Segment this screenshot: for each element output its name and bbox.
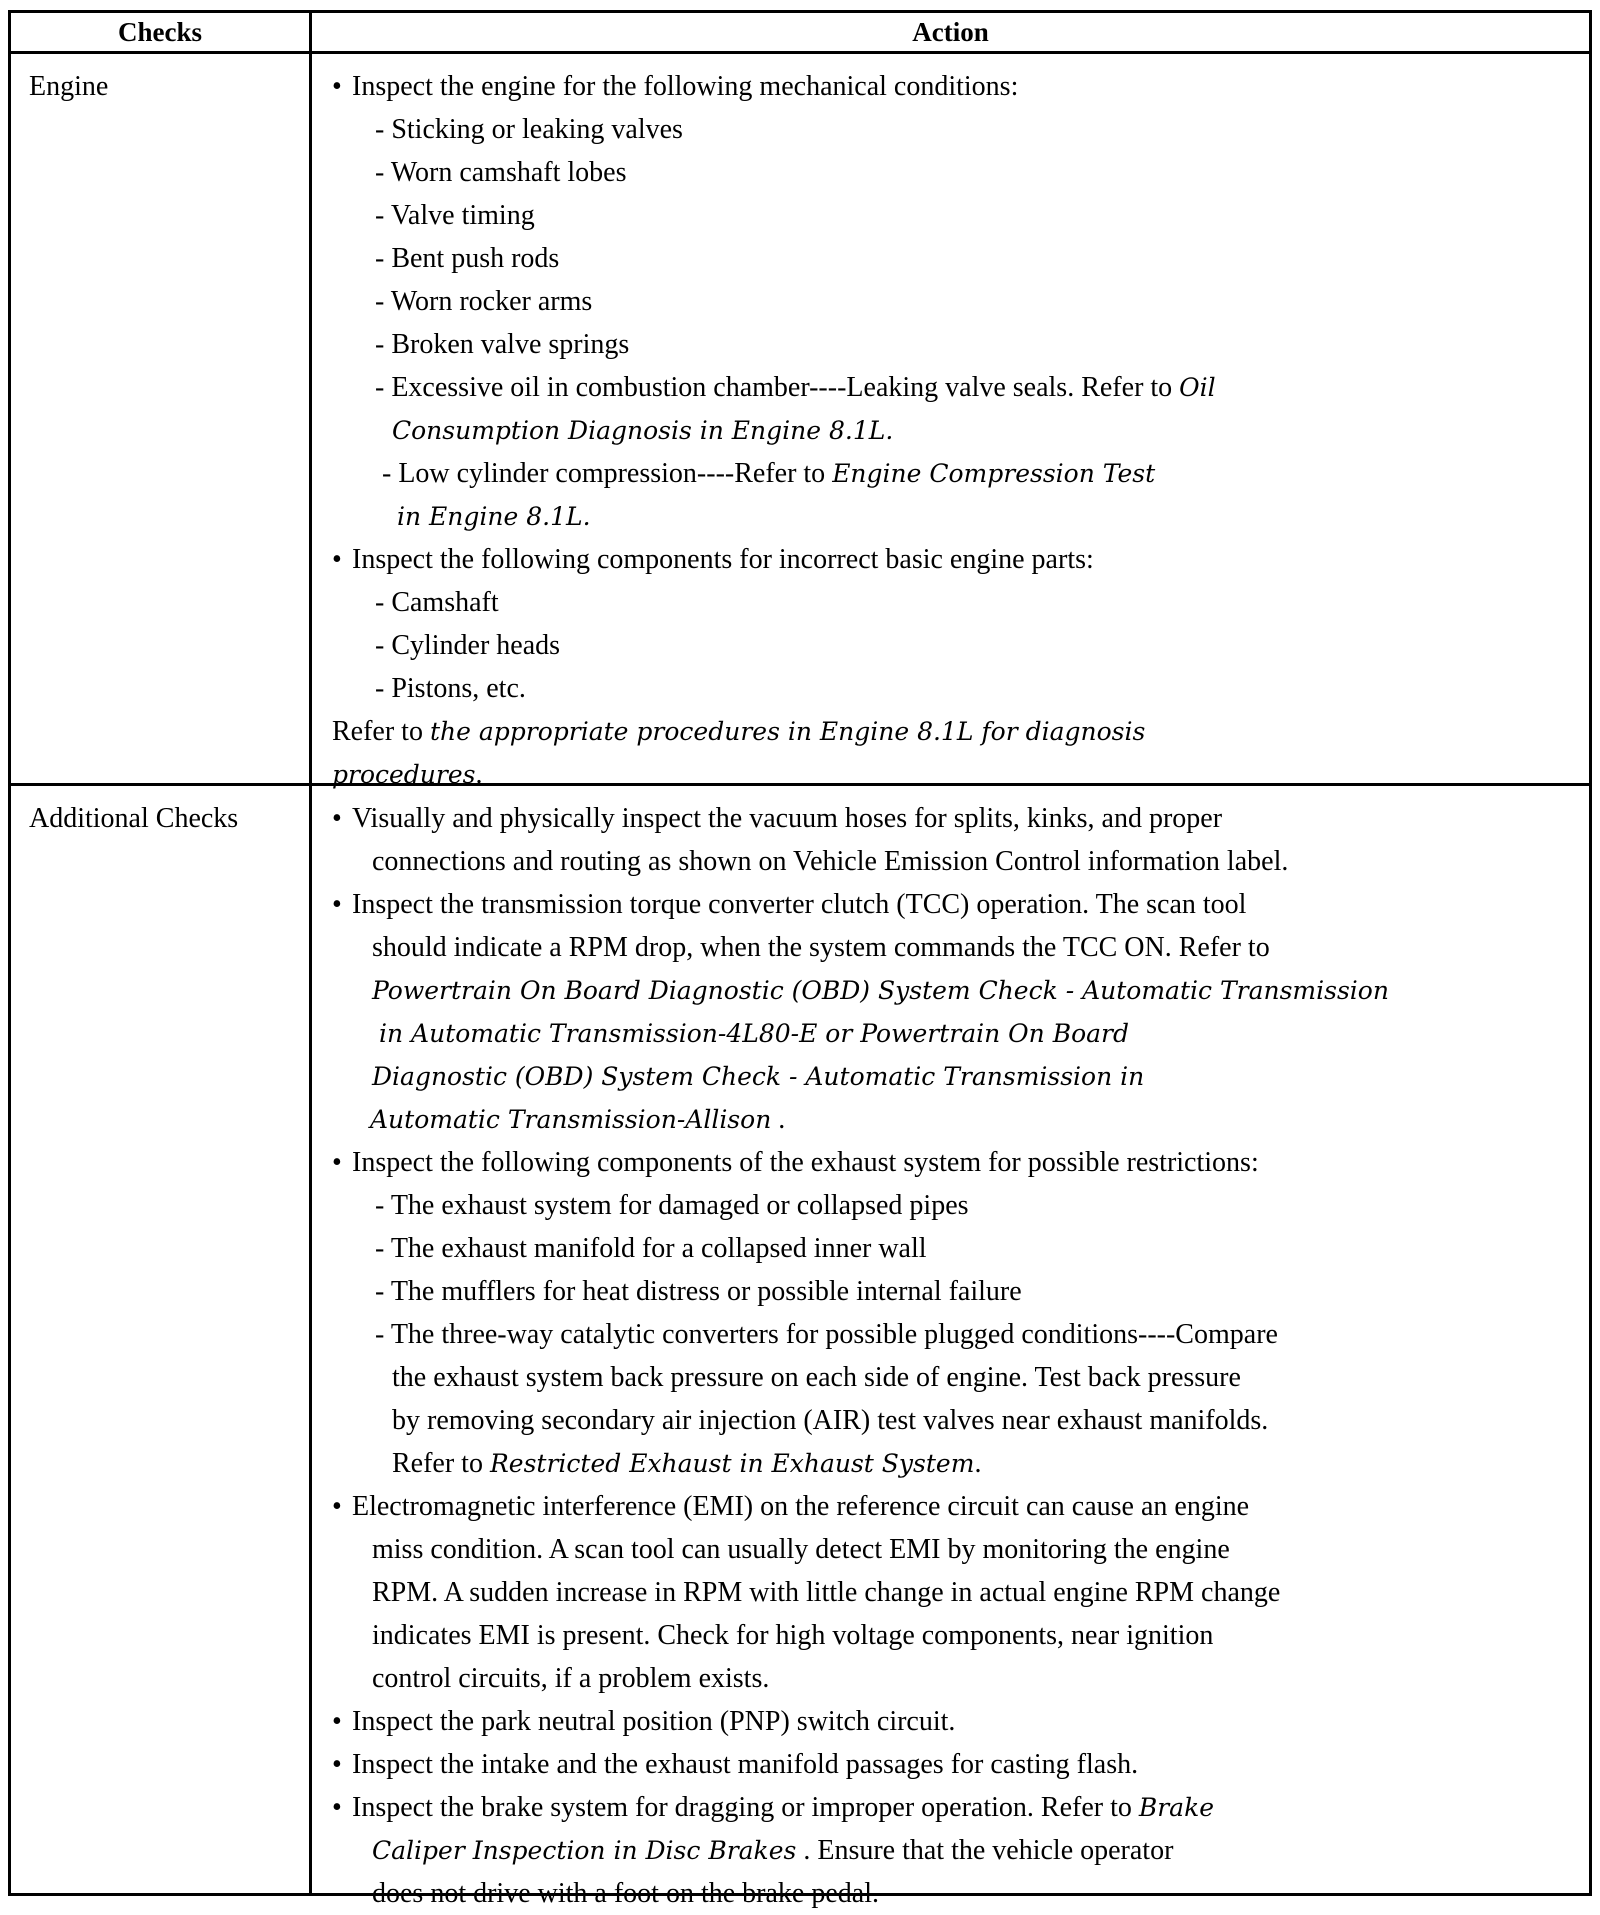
checks-action-table <box>8 10 1592 1909</box>
list-item: Inspect the brake system for dragging or improper operation. Refer to Brake <box>352 1792 1215 1823</box>
list-item: Visually and physically inspect the vacuum hoses for splits, kinks, and proper <box>352 803 1223 834</box>
list-item: Inspect the engine for the following mechanical conditions: <box>352 71 1019 102</box>
list-item: - Low cylinder compression----Refer to Engine Compression Test <box>382 458 1156 489</box>
list-item: procedures. <box>332 759 483 790</box>
header-divider <box>11 51 1589 54</box>
list-item <box>312 1055 1589 1098</box>
list-item: control circuits, if a problem exists. <box>372 1663 770 1694</box>
reference-link: Consumption Diagnosis in Engine 8.1L. <box>392 416 894 445</box>
reference-link: Brake <box>1138 1793 1215 1822</box>
list-item <box>312 409 1589 452</box>
list-item <box>312 969 1589 1012</box>
list-item: - Pistons, etc. <box>375 673 526 704</box>
reference-link: in Automatic Transmission-4L80-E or Powertrain On Board <box>379 1019 1129 1048</box>
list-item: - Excessive oil in combustion chamber----Leaking valve seals. Refer to Oil <box>375 372 1216 403</box>
list-item: - Worn camshaft lobes <box>375 157 627 188</box>
header-checks: Checks <box>117 17 202 47</box>
list-item: - Cylinder heads <box>375 630 561 661</box>
list-item: does not drive with a foot on the brake pedal. <box>372 1878 879 1909</box>
list-item: - The mufflers for heat distress or possible internal failure <box>375 1276 1022 1307</box>
list-item: - Bent push rods <box>375 243 560 274</box>
reference-link: Automatic Transmission-Allison <box>370 1105 772 1134</box>
list-item: Electromagnetic interference (EMI) on the reference circuit can cause an engine <box>352 1491 1250 1522</box>
reference-link: procedures <box>332 760 476 789</box>
list-item: Refer to Restricted Exhaust in Exhaust System. <box>392 1448 982 1479</box>
check-additional: Additional Checks <box>29 803 239 834</box>
reference-link: the appropriate procedures in Engine 8.1L for diagnosis <box>429 717 1146 746</box>
list-item: connections and routing as shown on Vehicle Emission Control information label. <box>372 846 1289 877</box>
list-item: - Broken valve springs <box>375 329 630 360</box>
list-item: - The exhaust system for damaged or collapsed pipes <box>375 1190 969 1221</box>
reference-link: Diagnostic (OBD) System Check - Automatic Transmission in <box>372 1062 1145 1091</box>
reference-link: Caliper Inspection in Disc Brakes <box>372 1836 797 1865</box>
list-item: - Valve timing <box>375 200 535 231</box>
list-item: - Sticking or leaking valves <box>375 114 683 145</box>
list-item: Inspect the intake and the exhaust manifold passages for casting flash. <box>352 1749 1139 1780</box>
header-action: Action <box>912 17 989 47</box>
list-item: Caliper Inspection in Disc Brakes . Ensure that the vehicle operator <box>372 1835 1174 1866</box>
reference-link: Engine Compression Test <box>832 459 1156 488</box>
reference-link: Restricted Exhaust in Exhaust System <box>489 1449 975 1478</box>
list-item: by removing secondary air injection (AIR) test valves near exhaust manifolds. <box>392 1405 1269 1436</box>
list-item: - The exhaust manifold for a collapsed inner wall <box>375 1233 927 1264</box>
list-item: Inspect the transmission torque converter clutch (TCC) operation. The scan tool <box>352 889 1247 920</box>
reference-link: Oil <box>1179 373 1216 402</box>
list-item: the exhaust system back pressure on each side of engine. Test back pressure <box>392 1362 1241 1393</box>
reference-link: in Engine 8.1L. <box>397 502 591 531</box>
additional-action-cell <box>312 797 1589 1915</box>
list-item <box>312 495 1589 538</box>
list-item: - The three-way catalytic converters for possible plugged conditions----Compare <box>375 1319 1278 1350</box>
list-item: Automatic Transmission-Allison . <box>370 1104 786 1135</box>
engine-action-cell <box>312 65 1589 796</box>
list-item: - Worn rocker arms <box>375 286 593 317</box>
list-item: should indicate a RPM drop, when the system commands the TCC ON. Refer to <box>372 932 1270 963</box>
list-item <box>312 1012 1589 1055</box>
list-item: Inspect the following components for incorrect basic engine parts: <box>352 544 1094 575</box>
check-engine: Engine <box>29 71 109 102</box>
list-item: miss condition. A scan tool can usually detect EMI by monitoring the engine <box>372 1534 1230 1565</box>
reference-link: Powertrain On Board Diagnostic (OBD) System Check - Automatic Transmission <box>372 976 1389 1005</box>
list-item: - Camshaft <box>375 587 499 618</box>
list-item: indicates EMI is present. Check for high voltage components, near ignition <box>372 1620 1214 1651</box>
list-item: Inspect the following components of the exhaust system for possible restrictions: <box>352 1147 1259 1178</box>
list-item: Inspect the park neutral position (PNP) switch circuit. <box>352 1706 956 1737</box>
list-item: Refer to the appropriate procedures in Engine 8.1L for diagnosis <box>332 716 1146 747</box>
list-item: RPM. A sudden increase in RPM with little change in actual engine RPM change <box>372 1577 1281 1608</box>
